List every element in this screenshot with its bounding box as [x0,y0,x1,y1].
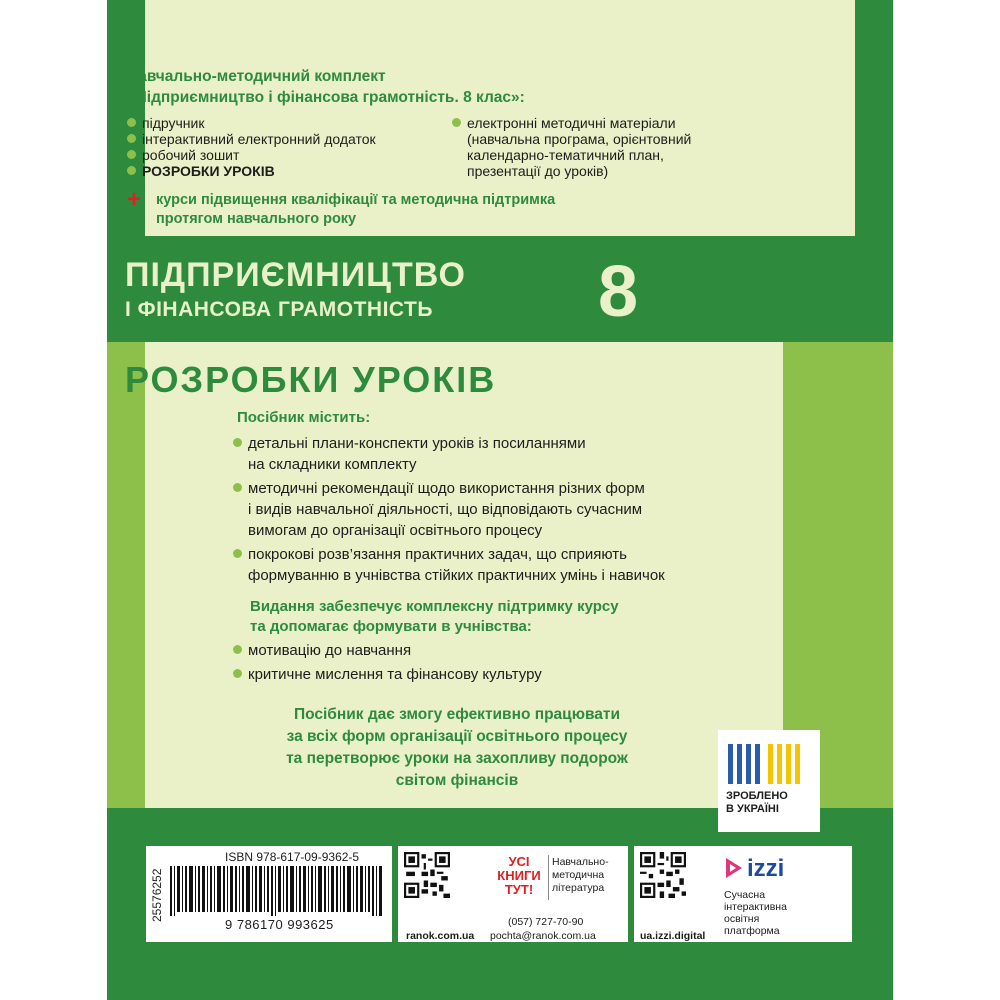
isbn-vertical-code: 25576252 [150,868,164,922]
bullet-icon [233,438,242,447]
support-list [233,640,693,688]
izzi-url[interactable]: ua.izzi.digital [640,930,706,942]
bullet-icon [127,150,136,159]
contains-list [233,433,693,589]
qr-code-icon[interactable] [640,852,686,898]
list-item: РОЗРОБКИ УРОКІВ [127,163,457,179]
book-title: ПІДПРИЄМНИЦТВО [125,256,466,294]
right-green-column [855,0,893,236]
izzi-brand: izzi [747,855,785,882]
list-item: покрокові розв’язання практичних задач, що сприяють формуванню в учнівства стійких практичних умінь і навичок [233,544,693,586]
list-item: інтерактивний електронний додаток [127,131,457,147]
contains-heading: Посібник містить: [237,409,371,426]
bullet-icon [452,118,461,127]
left-light-strip [107,342,145,808]
barcode-icon [170,866,388,916]
kit-title [127,66,727,108]
publisher-phone[interactable]: (057) 727-70-90 [508,916,584,928]
bullet-icon [127,118,136,127]
all-books-here-label: УСІ КНИГИ ТУТ! [497,854,541,897]
izzi-logo-icon [724,856,744,880]
publisher-email[interactable]: pochta@ranok.com.ua [490,930,596,942]
list-item: детальні плани-конспекти уроків із посиланнями на складники комплекту [233,433,693,475]
list-item: підручник [127,115,457,131]
list-item: критичне мислення та фінансову культуру [233,664,693,685]
grade-number: 8 [598,252,639,332]
kit-list-right [452,115,752,179]
book-subtitle: І ФІНАНСОВА ГРАМОТНІСТЬ [125,298,433,321]
ukraine-stripes-icon [728,744,808,784]
kit-title-line: «Підприємництво і фінансова грамотність. 8 клас»: [127,89,525,106]
bullet-icon [233,549,242,558]
qr-code-icon[interactable] [404,852,450,898]
publication-type: Навчально- методична література [552,856,609,894]
made-in-ukraine-badge: ЗРОБЛЕНО В УКРАЇНІ [718,730,820,832]
bullet-icon [233,669,242,678]
barcode-number: 9 786170 993625 [225,917,334,932]
bullet-icon [127,166,136,175]
kit-list-left [127,115,457,179]
courses-text: курси підвищення кваліфікації та методична підтримка протягом навчального року [156,192,556,227]
plus-icon: + [127,186,142,213]
section-title: РОЗРОБКИ УРОКІВ [125,359,497,400]
bullet-icon [127,134,136,143]
izzi-description: Сучасна інтерактивна освітня платформа [724,889,787,937]
divider [548,855,549,900]
list-item: робочий зошит [127,147,457,163]
list-item: методичні рекомендації щодо використання різних форм і видів навчальної діяльності, що відповідають сучасним вимогам до організації освітнього процесу [233,478,693,541]
support-heading: Видання забезпечує комплексну підтримку курсу та допомагає формувати в учнівства: [250,598,619,635]
kit-title-line: Навчально-методичний комплект [127,68,386,85]
bullet-icon [233,645,242,654]
bullet-icon [233,483,242,492]
publisher-url[interactable]: ranok.com.ua [406,930,475,942]
list-item: мотивацію до навчання [233,640,693,661]
closing-text: Посібник дає змогу ефективно працювати за всіх форм організації освітнього процесу та перетворює уроки на захопливу подорож світом фінансів [286,706,628,789]
isbn-label: ISBN 978-617-09-9362-5 [225,850,360,864]
list-item: електронні методичні матеріали (навчальна програма, орієнтовний календарно-тематичний план, презентації до уроків) [452,115,752,179]
